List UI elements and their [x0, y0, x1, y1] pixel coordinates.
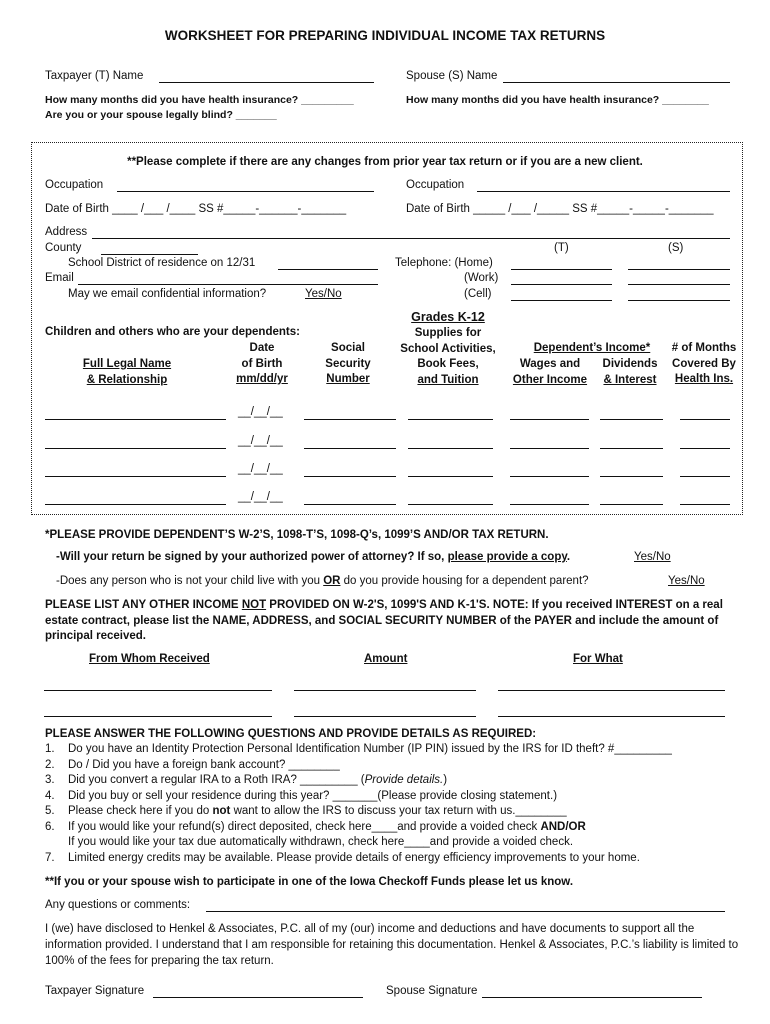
- question-5-pre: Please check here if you do: [68, 805, 210, 817]
- dep-wages-field[interactable]: [510, 448, 589, 449]
- dep-months-field[interactable]: [680, 476, 730, 477]
- col-wages-line2: Other Income: [512, 373, 588, 386]
- question-number-4: 4.: [45, 790, 55, 802]
- may-email-question: May we email confidential information?: [68, 288, 267, 300]
- dep-months-field[interactable]: [680, 419, 730, 420]
- poa-answer[interactable]: Yes/No: [634, 551, 671, 563]
- dependents-heading: Children and others who are your dependents:: [45, 326, 300, 338]
- comments-field[interactable]: [206, 911, 725, 912]
- housing-post: do you provide housing for a dependent parent?: [343, 575, 589, 587]
- for-what-field-1[interactable]: [498, 690, 725, 691]
- poa-link: please provide a copy: [447, 551, 567, 563]
- taxpayer-name-label: Taxpayer (T) Name: [45, 70, 144, 82]
- dep-wages-field[interactable]: [510, 419, 589, 420]
- taxpayer-signature-field[interactable]: [153, 997, 363, 998]
- occupation-label-taxpayer: Occupation: [45, 179, 104, 191]
- taxpayer-signature-label: Taxpayer Signature: [45, 985, 145, 997]
- dep-grades-field[interactable]: [408, 448, 493, 449]
- question-5-not: not: [212, 805, 231, 817]
- address-label: Address: [45, 226, 88, 238]
- dep-dob-field[interactable]: __/__/__: [238, 406, 283, 418]
- questions-heading: PLEASE ANSWER THE FOLLOWING QUESTIONS AND PROVIDE DETAILS AS REQUIRED:: [45, 728, 537, 740]
- dob-ssn-taxpayer[interactable]: Date of Birth ____ /___ /____ SS #_____-______-_______: [45, 203, 347, 215]
- legally-blind-question: Are you or your spouse legally blind? _______: [45, 109, 277, 121]
- for-what-header: For What: [573, 653, 623, 665]
- page-title: WORKSHEET FOR PREPARING INDIVIDUAL INCOME TAX RETURNS: [164, 28, 606, 43]
- question-number-5: 5.: [45, 805, 55, 817]
- amount-field-2[interactable]: [294, 716, 476, 717]
- health-months-taxpayer: How many months did you have health insurance? _________: [45, 94, 354, 106]
- question-5: [68, 805, 567, 817]
- work-phone-label: (Work): [464, 272, 499, 284]
- poa-question: -Will your return be signed by your authorized power of attorney? If so, please provide a copy.: [56, 551, 571, 563]
- col-months-line2: Covered By: [672, 357, 736, 370]
- col-dob-line2: of Birth: [241, 357, 283, 370]
- housing-question: [56, 575, 589, 587]
- dep-months-field[interactable]: [680, 448, 730, 449]
- question-number-7: 7.: [45, 852, 55, 864]
- col-date-of-birth: [222, 341, 302, 388]
- school-district-label: School District of residence on 12/31: [68, 257, 256, 269]
- work-phone-taxpayer[interactable]: [511, 284, 612, 285]
- col-dividends-line2: & Interest: [603, 373, 657, 386]
- cell-phone-label: (Cell): [464, 288, 492, 300]
- dep-grades-field[interactable]: [408, 419, 493, 420]
- question-6: [68, 821, 586, 833]
- col-months-line1: # of Months: [671, 342, 737, 354]
- question-3-italic: Provide details.: [364, 774, 444, 786]
- spouse-name-label: Spouse (S) Name: [406, 70, 498, 82]
- col-dividends: [594, 357, 666, 388]
- health-months-spouse: How many months did you have health insurance? ________: [406, 94, 709, 106]
- dep-dob-field[interactable]: __/__/__: [238, 435, 283, 447]
- taxpayer-name-field[interactable]: [159, 82, 374, 83]
- dep-ssn-field[interactable]: [304, 419, 396, 420]
- from-whom-field-1[interactable]: [44, 690, 272, 691]
- question-number-2: 2.: [45, 759, 55, 771]
- disclosure-statement: I (we) have disclosed to Henkel & Associates, P.C. all of my (our) income and deductions and have documents to support all the information provided. I understand that I am responsible for retaining this documentation. Henkel & Associates, P.C.’s liability is limited to 100% of the fees for preparing the tax return.: [45, 923, 739, 967]
- other-income-not: NOT: [241, 599, 267, 611]
- amount-field-1[interactable]: [294, 690, 476, 691]
- other-income-post: PROVIDED ON W-2'S, 1099'S AND K-1'S. NOTE: If you received INTEREST on a real estate contract, please list the NAME, ADDRESS, and SOCIAL SECURITY NUMBER of the PAYER and include the amount of principal received.: [45, 599, 723, 642]
- col-full-legal-name: [62, 357, 192, 388]
- county-label: County: [45, 242, 82, 254]
- col-grades-supplies: [392, 309, 504, 388]
- col-grades-line3: School Activities,: [400, 342, 496, 355]
- col-dob-line3: mm/dd/yr: [236, 373, 288, 385]
- col-wages: [506, 357, 594, 388]
- col-dob-line1: Date: [249, 342, 275, 354]
- col-dividends-line1: Dividends: [602, 358, 658, 370]
- question-number-6: 6.: [45, 821, 55, 833]
- may-email-answer[interactable]: Yes/No: [305, 288, 342, 300]
- spouse-signature-label: Spouse Signature: [386, 985, 478, 997]
- from-whom-field-2[interactable]: [44, 716, 272, 717]
- housing-or: OR: [323, 575, 341, 587]
- col-grades-line5: and Tuition: [417, 373, 479, 386]
- poa-text: -Will your return be signed by your authorized power of attorney? If so,: [56, 551, 445, 563]
- question-5-post: want to allow the IRS to discuss your tax return with us.________: [233, 805, 567, 817]
- col-ssn-line2: Security: [325, 357, 371, 370]
- occupation-label-spouse: Occupation: [406, 179, 465, 191]
- cell-phone-spouse[interactable]: [628, 300, 730, 301]
- housing-answer[interactable]: Yes/No: [668, 575, 705, 587]
- dep-name-field[interactable]: [45, 419, 226, 420]
- question-1: Do you have an Identity Protection Personal Identification Number (IP PIN) issued by the IRS for ID theft? #_________: [68, 743, 672, 755]
- col-grades-line4: Book Fees,: [417, 358, 479, 370]
- dependents-note: *PLEASE PROVIDE DEPENDENT’S W-2’S, 1098-T’S, 1098-Q’s, 1099’S AND/OR TAX RETURN.: [45, 529, 549, 541]
- dep-name-field[interactable]: [45, 504, 226, 505]
- school-district-field[interactable]: [278, 269, 378, 270]
- question-3-close: ): [443, 774, 448, 786]
- dob-ssn-spouse[interactable]: Date of Birth _____ /___ /_____ SS #_____-_____-_______: [406, 203, 714, 215]
- col-social-security: [313, 341, 383, 388]
- spouse-name-field[interactable]: [503, 82, 730, 83]
- changes-note: **Please complete if there are any changes from prior year tax return or if you are a new client.: [127, 156, 643, 168]
- dep-grades-field[interactable]: [408, 504, 493, 505]
- col-ssn-line3: Number: [326, 373, 370, 385]
- spouse-column-label: (S): [668, 242, 684, 254]
- dep-dividends-field[interactable]: [600, 419, 663, 420]
- occupation-field-taxpayer[interactable]: [117, 191, 374, 192]
- email-label: Email: [45, 272, 74, 284]
- question-6b: If you would like your tax due automatically withdrawn, check here____and provide a voided check.: [68, 836, 574, 848]
- email-field[interactable]: [78, 284, 378, 285]
- dep-name-field[interactable]: [45, 448, 226, 449]
- question-6-pre: If you would like your refund(s) direct deposited, check here____and provide a voided check: [68, 821, 538, 833]
- col-dependent-income: Dependent’s Income*: [533, 342, 651, 354]
- question-3: [68, 774, 447, 786]
- dep-months-field[interactable]: [680, 504, 730, 505]
- question-2: Do / Did you have a foreign bank account? ________: [68, 759, 340, 771]
- question-6-andor: AND/OR: [540, 821, 586, 833]
- dep-dividends-field[interactable]: [600, 448, 663, 449]
- taxpayer-column-label: (T): [554, 242, 569, 254]
- dep-dividends-field[interactable]: [600, 476, 663, 477]
- work-phone-spouse[interactable]: [628, 284, 730, 285]
- col-name-line2: & Relationship: [86, 373, 168, 386]
- telephone-home-label: Telephone: (Home): [395, 257, 493, 269]
- other-income-pre: PLEASE LIST ANY OTHER INCOME: [45, 599, 239, 611]
- dep-grades-field[interactable]: [408, 476, 493, 477]
- dep-ssn-field[interactable]: [304, 476, 396, 477]
- question-number-3: 3.: [45, 774, 55, 786]
- cell-phone-taxpayer[interactable]: [511, 300, 612, 301]
- home-phone-spouse[interactable]: [628, 269, 730, 270]
- occupation-field-spouse[interactable]: [477, 191, 730, 192]
- dep-ssn-field[interactable]: [304, 448, 396, 449]
- for-what-field-2[interactable]: [498, 716, 725, 717]
- col-grades-line2: Supplies for: [414, 327, 482, 339]
- dep-wages-field[interactable]: [510, 504, 589, 505]
- col-months-line3: Health Ins.: [674, 373, 734, 385]
- amount-header: Amount: [364, 653, 408, 665]
- col-months-covered: [664, 341, 744, 388]
- dep-wages-field[interactable]: [510, 476, 589, 477]
- question-number-1: 1.: [45, 743, 55, 755]
- other-income-instructions: [45, 598, 745, 645]
- col-name-line1: Full Legal Name: [82, 358, 172, 370]
- question-3-text: Did you convert a regular IRA to a Roth IRA? _________ (: [68, 774, 365, 786]
- col-ssn-line1: Social: [331, 342, 365, 354]
- home-phone-taxpayer[interactable]: [511, 269, 612, 270]
- housing-pre: -Does any person who is not your child live with you: [56, 575, 320, 587]
- address-field[interactable]: [92, 238, 730, 239]
- dep-dividends-field[interactable]: [600, 504, 663, 505]
- dep-dob-field[interactable]: __/__/__: [238, 491, 283, 503]
- col-wages-line1: Wages and: [519, 358, 581, 370]
- dep-dob-field[interactable]: __/__/__: [238, 463, 283, 475]
- col-grades-title: Grades K-12: [411, 310, 485, 324]
- dep-ssn-field[interactable]: [304, 504, 396, 505]
- from-whom-header: From Whom Received: [89, 653, 210, 665]
- dep-name-field[interactable]: [45, 476, 226, 477]
- question-4: Did you buy or sell your residence during this year? _______(Please provide closing statement.): [68, 790, 558, 802]
- comments-label: Any questions or comments:: [45, 899, 191, 911]
- spouse-signature-field[interactable]: [482, 997, 702, 998]
- question-7: Limited energy credits may be available. Please provide details of energy efficiency improvements to your home.: [68, 852, 640, 864]
- checkoff-note: **If you or your spouse wish to participate in one of the Iowa Checkoff Funds please let us know.: [45, 876, 574, 888]
- county-field[interactable]: [101, 254, 198, 255]
